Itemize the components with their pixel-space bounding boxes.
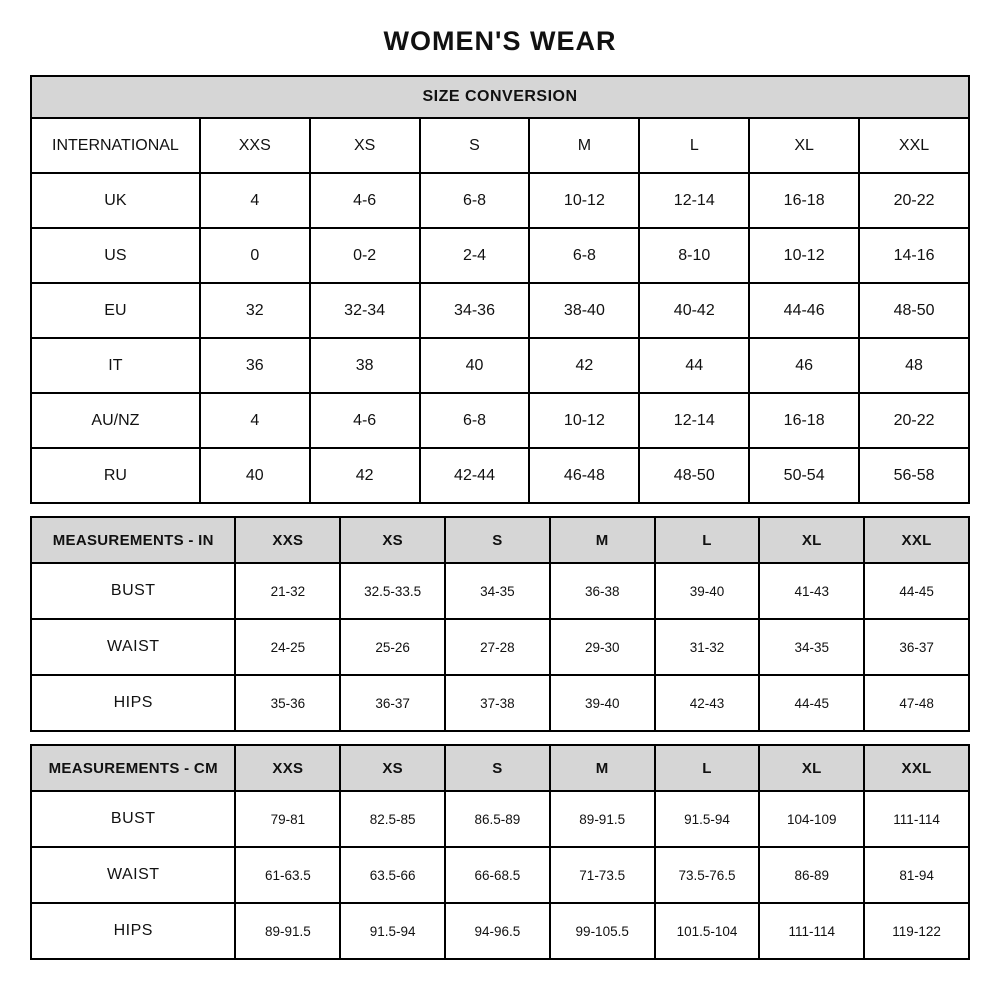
value-cell: 63.5-66 xyxy=(340,847,445,903)
table-header-row xyxy=(31,745,969,791)
value-cell: 36-37 xyxy=(340,675,445,731)
table-row xyxy=(31,283,969,338)
value-cell: 42-43 xyxy=(655,675,760,731)
table-row xyxy=(31,619,969,675)
value-cell: 119-122 xyxy=(864,903,969,959)
row-label: UK xyxy=(31,173,200,228)
row-label: HIPS xyxy=(31,675,235,731)
size-conversion-table xyxy=(30,75,970,504)
table-caption-row xyxy=(31,76,969,118)
size-header-cell: XXL xyxy=(859,118,969,173)
value-cell: 4 xyxy=(200,393,310,448)
value-cell: 8-10 xyxy=(639,228,749,283)
value-cell: 71-73.5 xyxy=(550,847,655,903)
size-header-cell: XXS xyxy=(200,118,310,173)
size-header-cell: XXL xyxy=(864,745,969,791)
value-cell: 2-4 xyxy=(420,228,530,283)
size-header-cell: M xyxy=(550,745,655,791)
value-cell: 46-48 xyxy=(529,448,639,503)
value-cell: 24-25 xyxy=(235,619,340,675)
value-cell: 99-105.5 xyxy=(550,903,655,959)
value-cell: 34-36 xyxy=(420,283,530,338)
value-cell: 16-18 xyxy=(749,393,859,448)
value-cell: 31-32 xyxy=(655,619,760,675)
row-label: WAIST xyxy=(31,847,235,903)
value-cell: 32 xyxy=(200,283,310,338)
page-title: WOMEN'S WEAR xyxy=(383,26,617,56)
value-cell: 111-114 xyxy=(759,903,864,959)
value-cell: 36-37 xyxy=(864,619,969,675)
value-cell: 35-36 xyxy=(235,675,340,731)
value-cell: 41-43 xyxy=(759,563,864,619)
row-label: US xyxy=(31,228,200,283)
value-cell: 111-114 xyxy=(864,791,969,847)
table-row xyxy=(31,563,969,619)
size-header-cell: XXL xyxy=(864,517,969,563)
value-cell: 0-2 xyxy=(310,228,420,283)
value-cell: 48-50 xyxy=(639,448,749,503)
value-cell: 14-16 xyxy=(859,228,969,283)
value-cell: 91.5-94 xyxy=(655,791,760,847)
value-cell: 48-50 xyxy=(859,283,969,338)
size-header-cell: M xyxy=(550,517,655,563)
value-cell: 21-32 xyxy=(235,563,340,619)
value-cell: 38 xyxy=(310,338,420,393)
row-label: AU/NZ xyxy=(31,393,200,448)
value-cell: 40-42 xyxy=(639,283,749,338)
size-header-cell: XXS xyxy=(235,745,340,791)
size-header-cell: S xyxy=(445,517,550,563)
value-cell: 91.5-94 xyxy=(340,903,445,959)
table-row xyxy=(31,791,969,847)
value-cell: 44-46 xyxy=(749,283,859,338)
value-cell: 6-8 xyxy=(529,228,639,283)
value-cell: 101.5-104 xyxy=(655,903,760,959)
value-cell: 82.5-85 xyxy=(340,791,445,847)
value-cell: 42 xyxy=(529,338,639,393)
value-cell: 104-109 xyxy=(759,791,864,847)
value-cell: 81-94 xyxy=(864,847,969,903)
value-cell: 44 xyxy=(639,338,749,393)
measurements-cm-table xyxy=(30,744,970,960)
value-cell: 44-45 xyxy=(864,563,969,619)
size-header-cell: S xyxy=(445,745,550,791)
table-row xyxy=(31,228,969,283)
value-cell: 20-22 xyxy=(859,393,969,448)
value-cell: 66-68.5 xyxy=(445,847,550,903)
value-cell: 50-54 xyxy=(749,448,859,503)
value-cell: 39-40 xyxy=(550,675,655,731)
value-cell: 0 xyxy=(200,228,310,283)
corner-label: MEASUREMENTS - CM xyxy=(31,745,235,791)
value-cell: 48 xyxy=(859,338,969,393)
value-cell: 12-14 xyxy=(639,393,749,448)
value-cell: 36-38 xyxy=(550,563,655,619)
value-cell: 4 xyxy=(200,173,310,228)
table-header-row xyxy=(31,118,969,173)
value-cell: 34-35 xyxy=(445,563,550,619)
value-cell: 38-40 xyxy=(529,283,639,338)
size-header-cell: XXS xyxy=(235,517,340,563)
value-cell: 40 xyxy=(420,338,530,393)
row-label: BUST xyxy=(31,563,235,619)
measurements-in-table xyxy=(30,516,970,732)
value-cell: 94-96.5 xyxy=(445,903,550,959)
value-cell: 44-45 xyxy=(759,675,864,731)
row-label: EU xyxy=(31,283,200,338)
table-row xyxy=(31,847,969,903)
value-cell: 27-28 xyxy=(445,619,550,675)
value-cell: 40 xyxy=(200,448,310,503)
value-cell: 29-30 xyxy=(550,619,655,675)
value-cell: 56-58 xyxy=(859,448,969,503)
size-header-cell: L xyxy=(639,118,749,173)
value-cell: 4-6 xyxy=(310,173,420,228)
row-label: WAIST xyxy=(31,619,235,675)
corner-label: MEASUREMENTS - IN xyxy=(31,517,235,563)
value-cell: 16-18 xyxy=(749,173,859,228)
value-cell: 42 xyxy=(310,448,420,503)
table-row xyxy=(31,173,969,228)
row-label: RU xyxy=(31,448,200,503)
size-header-cell: XL xyxy=(759,517,864,563)
value-cell: 86-89 xyxy=(759,847,864,903)
size-header-cell: L xyxy=(655,745,760,791)
table-row xyxy=(31,338,969,393)
row-label: IT xyxy=(31,338,200,393)
table-row xyxy=(31,675,969,731)
size-header-cell: XS xyxy=(340,517,445,563)
value-cell: 39-40 xyxy=(655,563,760,619)
value-cell: 6-8 xyxy=(420,173,530,228)
value-cell: 10-12 xyxy=(529,173,639,228)
table-caption: SIZE CONVERSION xyxy=(31,76,969,118)
value-cell: 12-14 xyxy=(639,173,749,228)
value-cell: 34-35 xyxy=(759,619,864,675)
value-cell: 46 xyxy=(749,338,859,393)
table-row xyxy=(31,903,969,959)
table-row xyxy=(31,393,969,448)
value-cell: 37-38 xyxy=(445,675,550,731)
value-cell: 10-12 xyxy=(749,228,859,283)
value-cell: 89-91.5 xyxy=(235,903,340,959)
table-header-row xyxy=(31,517,969,563)
value-cell: 32.5-33.5 xyxy=(340,563,445,619)
row-label: HIPS xyxy=(31,903,235,959)
size-header-cell: S xyxy=(420,118,530,173)
value-cell: 36 xyxy=(200,338,310,393)
value-cell: 73.5-76.5 xyxy=(655,847,760,903)
size-header-cell: M xyxy=(529,118,639,173)
size-header-cell: XS xyxy=(340,745,445,791)
value-cell: 42-44 xyxy=(420,448,530,503)
table-row xyxy=(31,448,969,503)
size-header-cell: XL xyxy=(759,745,864,791)
size-header-cell: XS xyxy=(310,118,420,173)
value-cell: 89-91.5 xyxy=(550,791,655,847)
value-cell: 61-63.5 xyxy=(235,847,340,903)
value-cell: 20-22 xyxy=(859,173,969,228)
value-cell: 32-34 xyxy=(310,283,420,338)
corner-label: INTERNATIONAL xyxy=(31,118,200,173)
value-cell: 6-8 xyxy=(420,393,530,448)
value-cell: 79-81 xyxy=(235,791,340,847)
value-cell: 25-26 xyxy=(340,619,445,675)
row-label: BUST xyxy=(31,791,235,847)
size-header-cell: XL xyxy=(749,118,859,173)
value-cell: 4-6 xyxy=(310,393,420,448)
value-cell: 10-12 xyxy=(529,393,639,448)
value-cell: 47-48 xyxy=(864,675,969,731)
value-cell: 86.5-89 xyxy=(445,791,550,847)
size-header-cell: L xyxy=(655,517,760,563)
